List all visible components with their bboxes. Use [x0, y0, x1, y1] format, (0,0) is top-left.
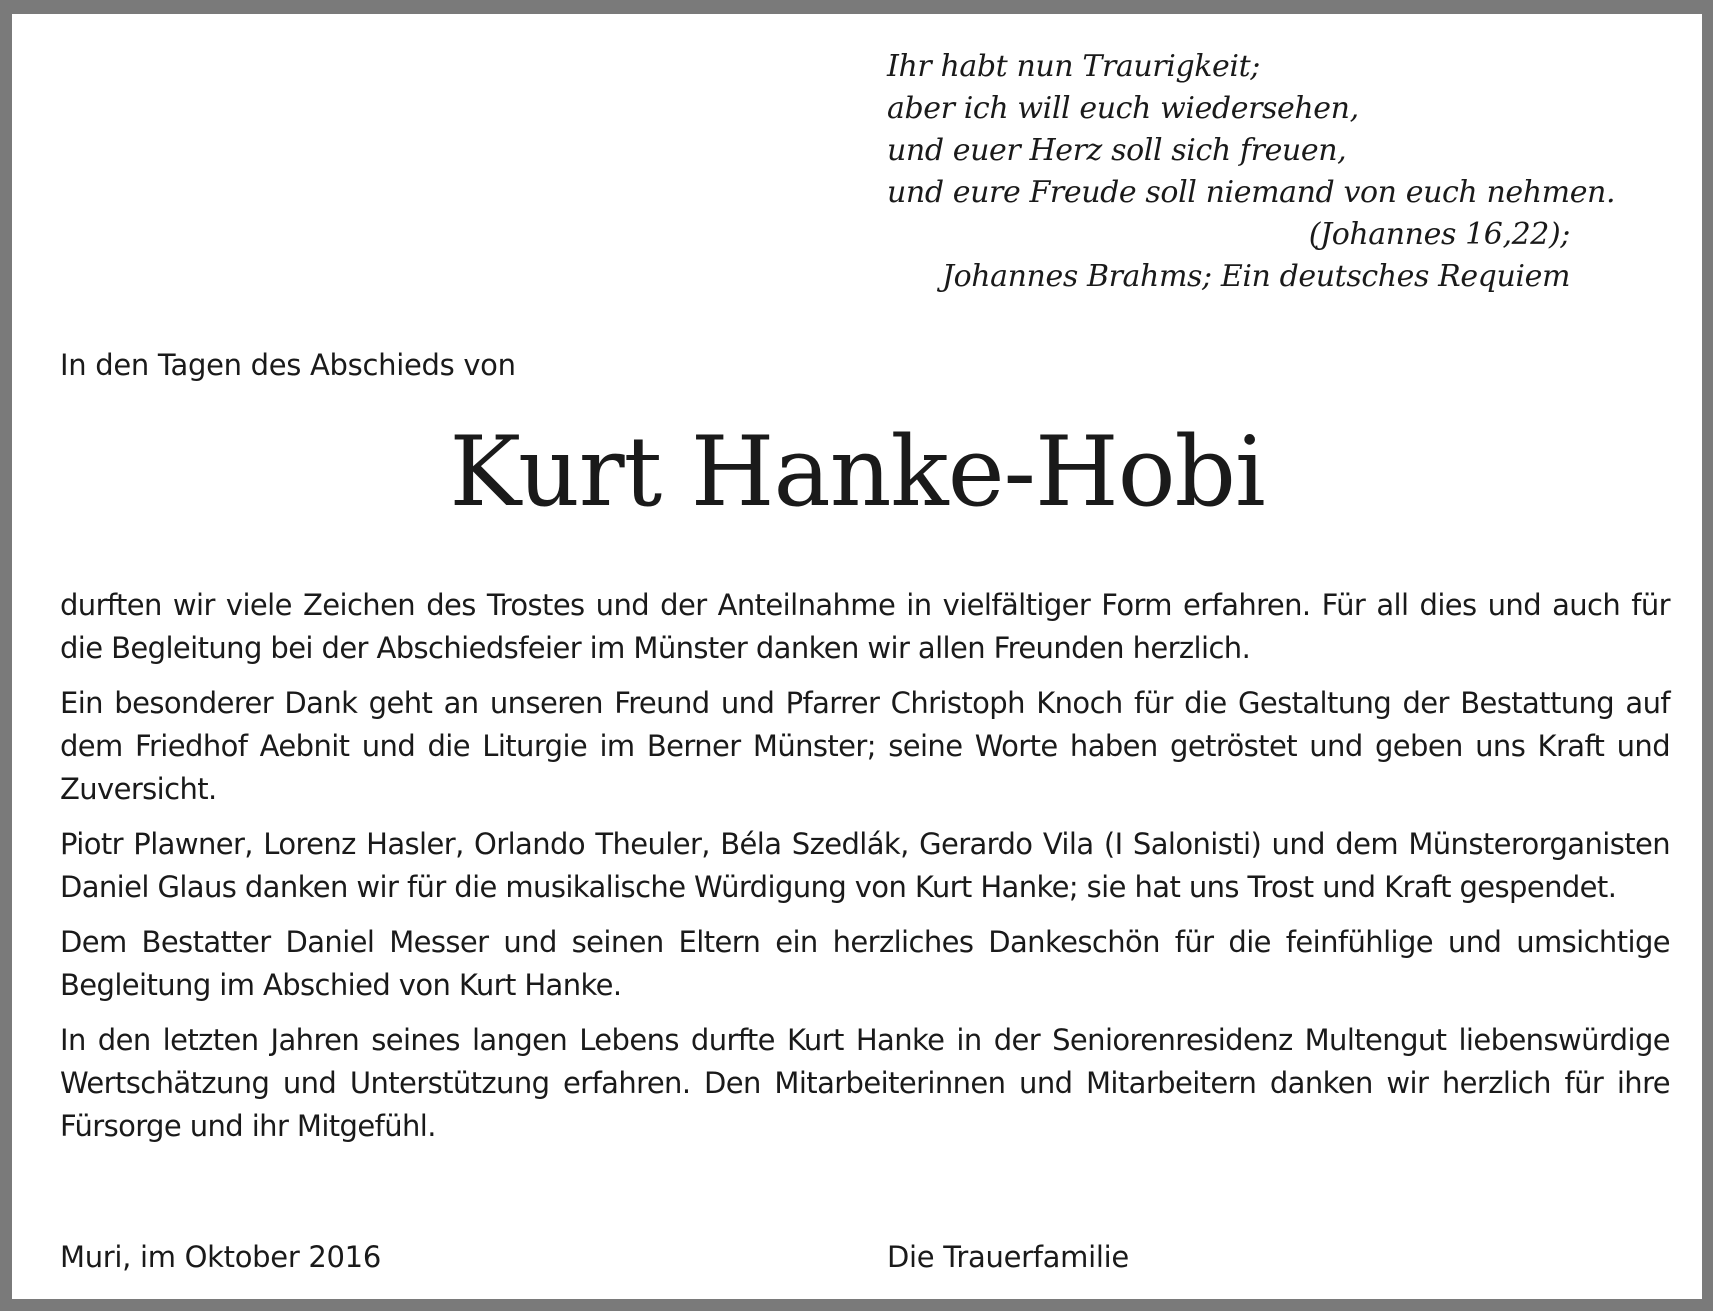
place-date: Muri, im Oktober 2016 [60, 1240, 381, 1274]
verse-line: und eure Freude soll niemand von euch nehmen. [887, 175, 1616, 210]
verse-line: und euer Herz soll sich freuen, [887, 133, 1347, 168]
paragraph: In den letzten Jahren seines langen Lebens durfte Kurt Hanke in der Seniorenresidenz Multengut liebenswürdige Wertschätzung und Unterstützung erfahren. Den Mitarbeiterinnen und Mitarbeitern danken wir herzlich für ihre Fürsorge und ihr Mitgefühl. [60, 1023, 1670, 1143]
verse-line: Ihr habt nun Traurigkeit; [887, 49, 1260, 84]
obituary-card [12, 14, 1702, 1299]
paragraph: Piotr Plawner, Lorenz Hasler, Orlando Theuler, Béla Szedlák, Gerardo Vila (I Salonisti) und dem Münsterorganisten Daniel Glaus danken wir für die musikalische Würdigung von Kurt Hanke; sie hat uns Trost und Kraft gespendet. [60, 827, 1670, 904]
paragraph: Dem Bestatter Daniel Messer und seinen Eltern ein herzliches Dankeschön für die feinfühlige und umsichtige Begleitung im Abschied von Kurt Hanke. [60, 925, 1670, 1002]
bible-verse [887, 46, 1616, 298]
deceased-name: Kurt Hanke-Hobi [449, 416, 1265, 528]
paragraph: durften wir viele Zeichen des Trostes und der Anteilnahme in vielfältiger Form erfahren. Für all dies und auch für die Begleitung bei der Abschiedsfeier im Münster danken wir allen Freunden herzlich. [60, 588, 1670, 665]
verse-line: aber ich will euch wiedersehen, [887, 91, 1359, 126]
signature: Die Trauerfamilie [887, 1240, 1129, 1274]
thanks-body [60, 584, 1670, 1160]
paragraph: Ein besonderer Dank geht an unseren Freund und Pfarrer Christoph Knoch für die Gestaltung der Bestattung auf dem Friedhof Aebnit und die Liturgie im Berner Münster; seine Worte haben getröstet und geben uns Kraft und Zuversicht. [60, 686, 1670, 806]
verse-source: Johannes Brahms; Ein deutsches Requiem [941, 259, 1570, 294]
intro-text: In den Tagen des Abschieds von [60, 348, 516, 382]
verse-reference: (Johannes 16,22); [1308, 217, 1570, 252]
